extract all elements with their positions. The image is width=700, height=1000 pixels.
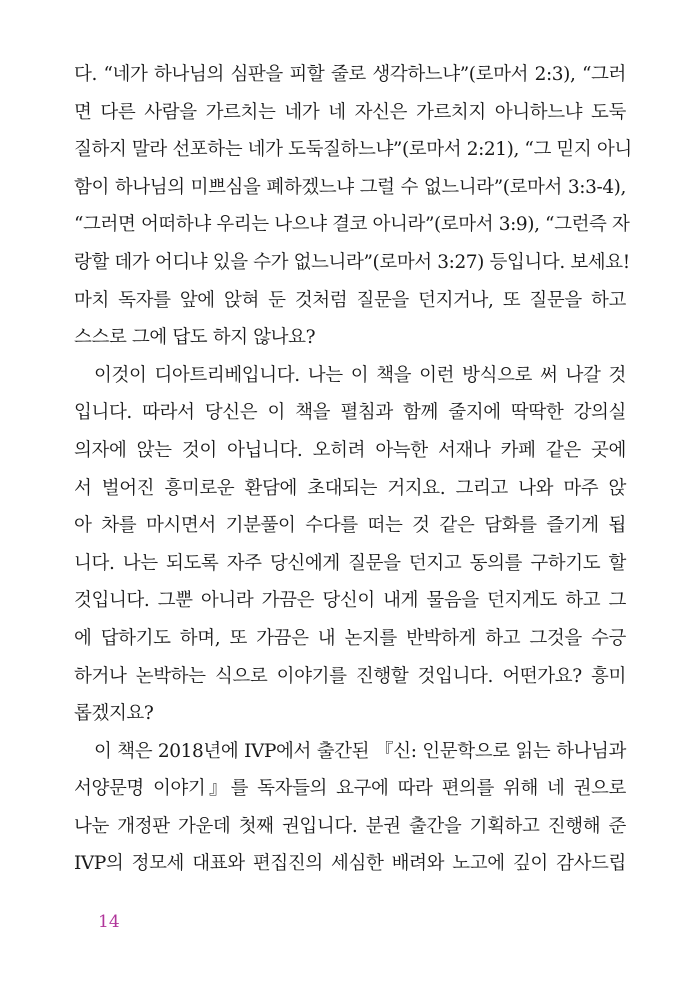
page-number: 14 (98, 912, 120, 932)
text-line: 아 차를 마시면서 기분풀이 수다를 떠는 것 같은 담화를 즐기게 됩 (74, 515, 626, 537)
text-line: 입니다. 따라서 당신은 이 책을 펼침과 함께 줄지에 딱딱한 강의실 (74, 402, 626, 424)
text-line: 에 답하기도 하며, 또 가끔은 내 논지를 반박하게 하고 그것을 수긍 (74, 627, 626, 649)
text-line: 이것이 디아트리베입니다. 나는 이 책을 이런 방식으로 써 나갈 것 (94, 364, 626, 386)
text-line: 니다. 나는 되도록 자주 당신에게 질문을 던지고 동의를 구하기도 할 (74, 552, 626, 574)
text-line: 롭겠지요? (74, 703, 154, 725)
text-line: 서양문명 이야기』를 독자들의 요구에 따라 편의를 위해 네 권으로 (74, 778, 626, 800)
text-line: 나눈 개정판 가운데 첫째 권입니다. 분권 출간을 기획하고 진행해 준 (74, 815, 626, 837)
text-line: 것입니다. 그뿐 아니라 가끔은 당신이 내게 물음을 던지게도 하고 그 (74, 590, 626, 612)
page-body (74, 56, 632, 883)
text-line: 이 책은 2018년에 IVP에서 출간된 『신: 인문학으로 읽는 하나님과 (94, 740, 626, 762)
text-line: 서 벌어진 흥미로운 환담에 초대되는 거지요. 그리고 나와 마주 앉 (74, 477, 626, 499)
text-line: 하거나 논박하는 식으로 이야기를 진행할 것입니다. 어떤가요? 흥미 (74, 665, 626, 687)
text-line: 스스로 그에 답도 하지 않나요? (74, 327, 316, 349)
text-line: “그러면 어떠하냐 우리는 나으냐 결코 아니라”(로마서 3:9), “그런즉 자 (74, 214, 630, 236)
text-line: 마치 독자를 앞에 앉혀 둔 것처럼 질문을 던지거나, 또 질문을 하고 (74, 289, 626, 311)
text-line: 다. “네가 하나님의 심판을 피할 줄로 생각하느냐”(로마서 2:3), “그러 (74, 64, 626, 85)
text-line: 면 다른 사람을 가르치는 네가 네 자신은 가르치지 아니하느냐 도둑 (74, 101, 626, 123)
text-line: 의자에 앉는 것이 아닙니다. 오히려 아늑한 서재나 카페 같은 곳에 (74, 439, 626, 461)
text-line: 함이 하나님의 미쁘심을 폐하겠느냐 그럴 수 없느니라”(로마서 3:3-4), (74, 176, 626, 198)
text-line: 질하지 말라 선포하는 네가 도둑질하느냐”(로마서 2:21), “그 믿지 아니 (74, 139, 632, 161)
text-line: 랑할 데가 어디냐 있을 수가 없느니라”(로마서 3:27) 등입니다. 보세요! (74, 251, 630, 273)
text-line: IVP의 정모세 대표와 편집진의 세심한 배려와 노고에 깊이 감사드립 (74, 853, 626, 875)
